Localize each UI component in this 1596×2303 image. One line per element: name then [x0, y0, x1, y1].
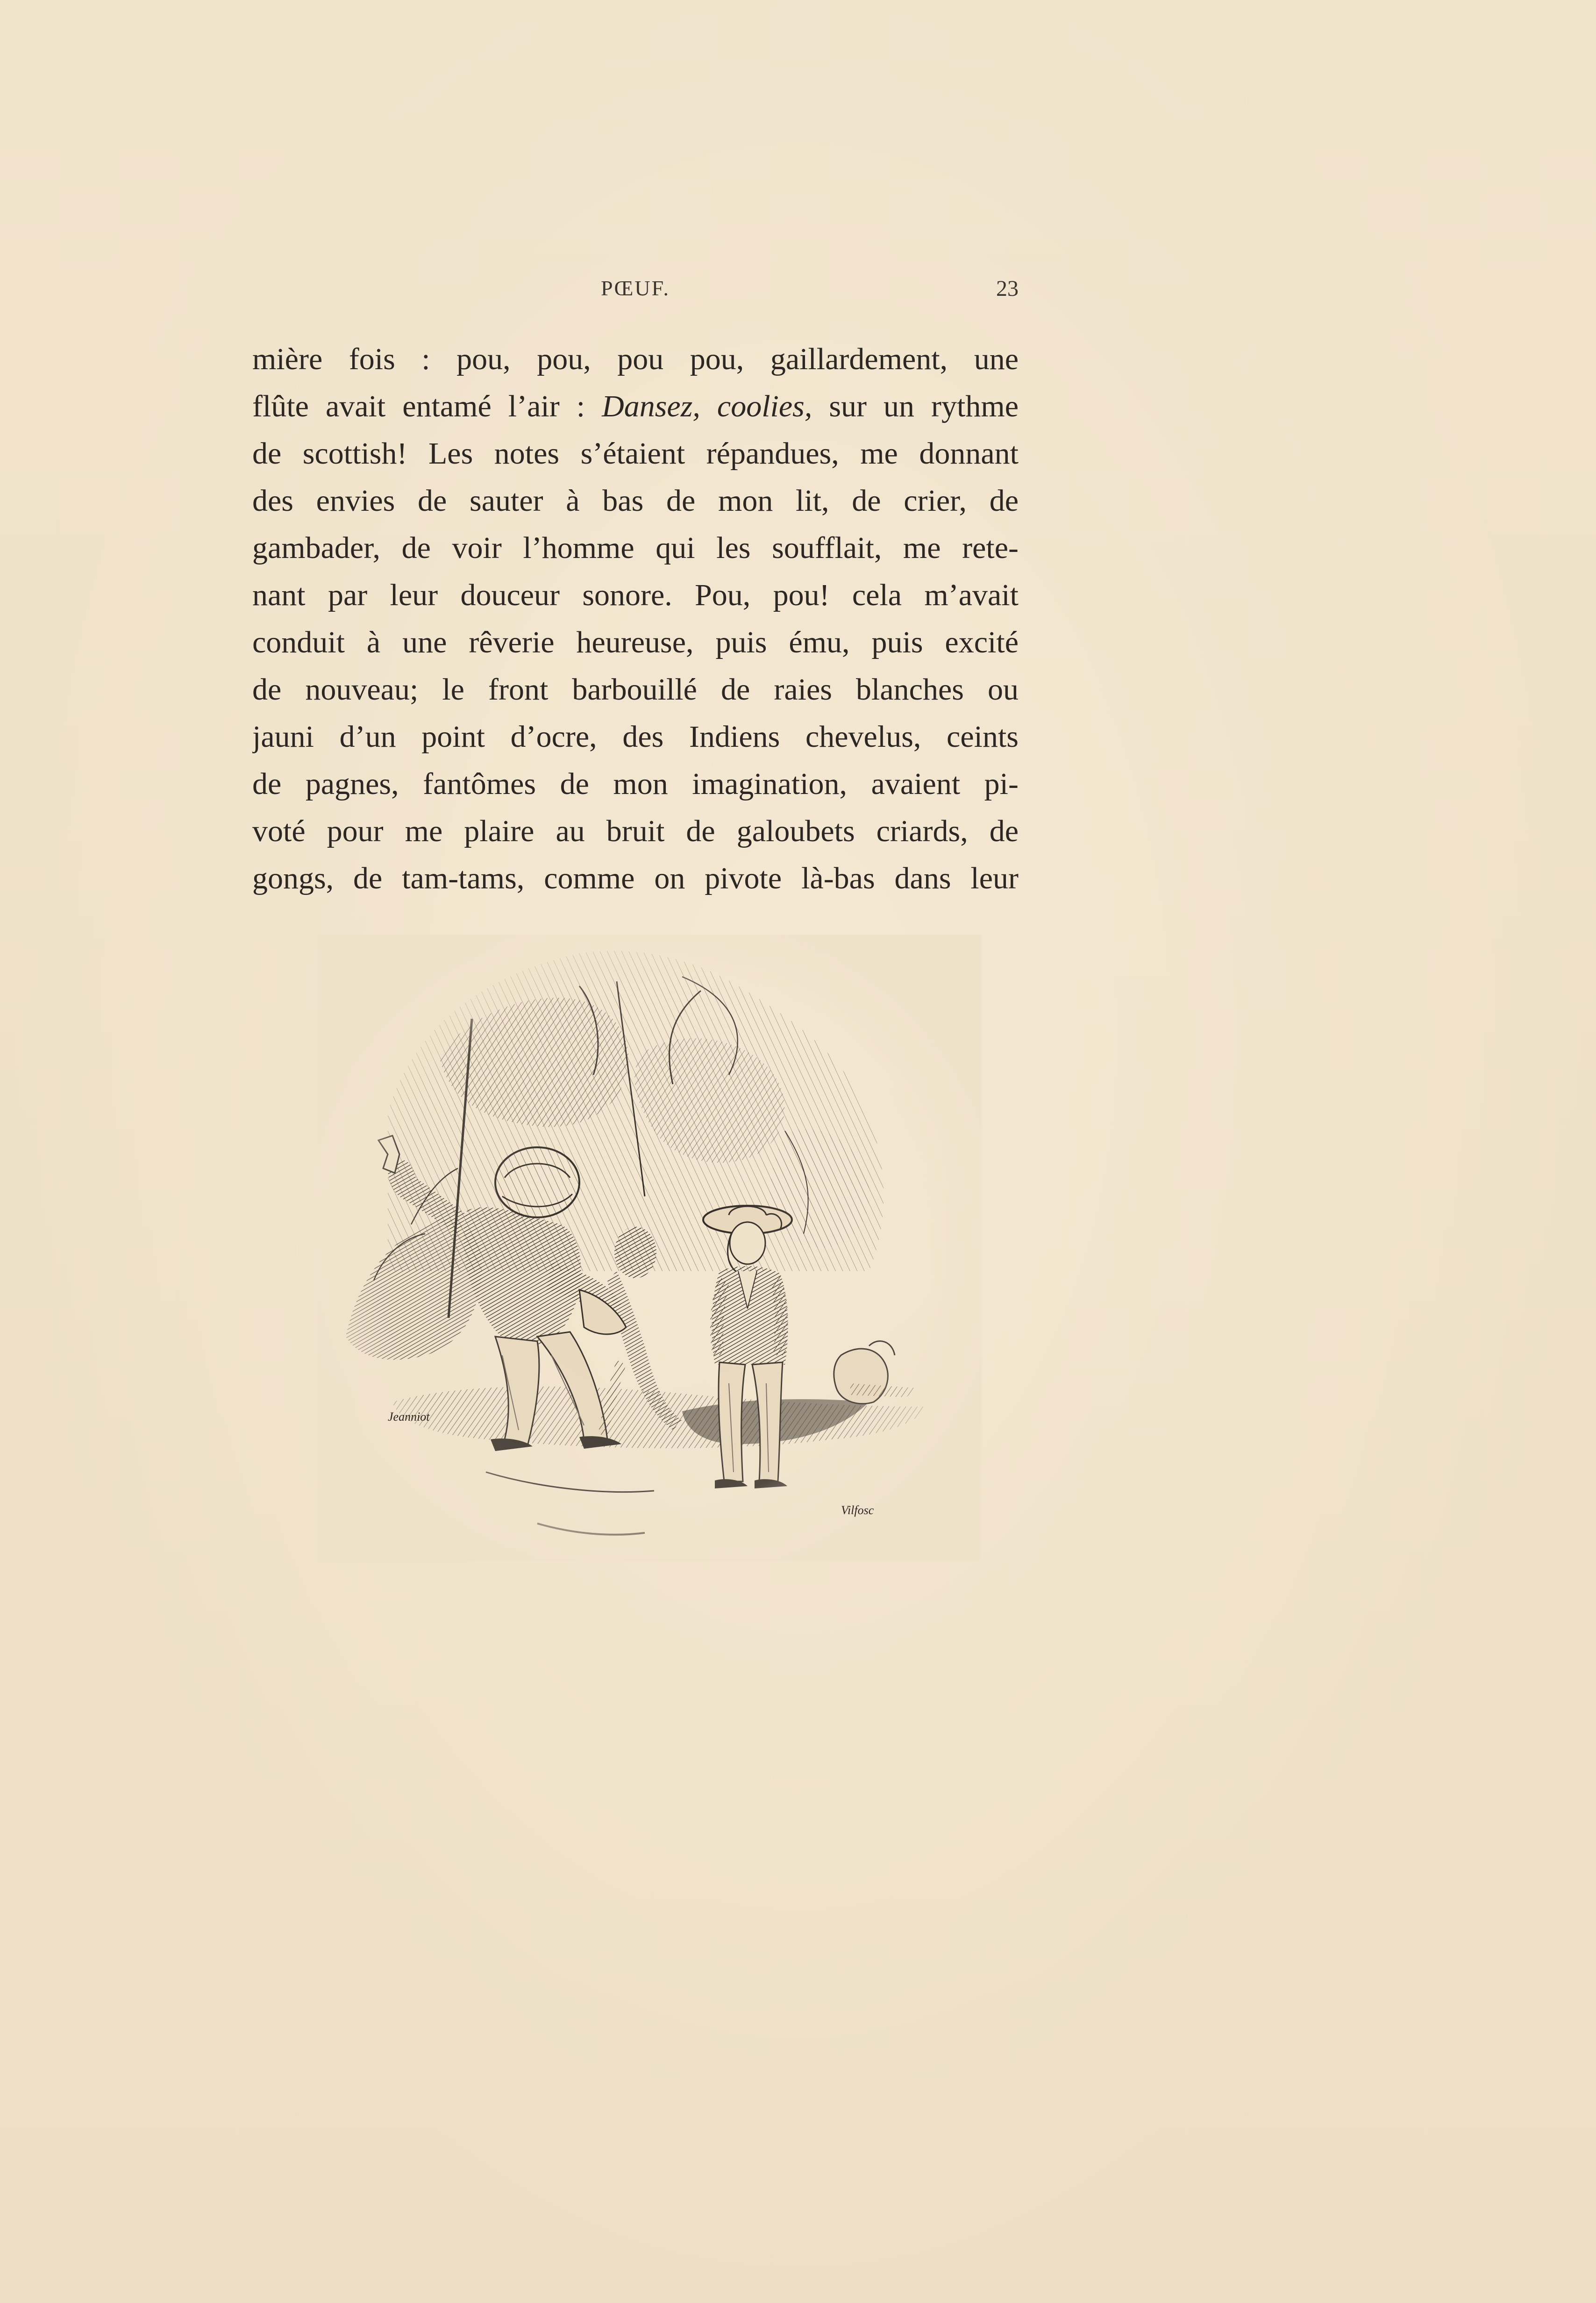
text-line: de nouveau; le front barbouillé de raies blanches ou: [252, 672, 1019, 707]
page-header: [252, 276, 1019, 308]
body-text: [252, 336, 1019, 902]
artist-signature: Jeanniot: [388, 1410, 430, 1423]
text-line: de scottish! Les notes s’étaient répandues, me donnant: [252, 436, 1019, 471]
text-line: mière fois : pou, pou, pou pou, gaillardement, une: [252, 342, 1019, 376]
text-line: des envies de sauter à bas de mon lit, de crier, de: [252, 484, 1019, 518]
text-line: conduit à une rêverie heureuse, puis ému, puis excité: [252, 625, 1019, 659]
engraving-illustration: [318, 935, 981, 1561]
text-line: flûte avait entamé l’air : Dansez, coolies, sur un rythme: [252, 389, 1019, 423]
text-line: nant par leur douceur sonore. Pou, pou! cela m’avait: [252, 578, 1019, 612]
text-line: de pagnes, fantômes de mon imagination, avaient pi-: [252, 767, 1019, 801]
page-number: 23: [996, 276, 1019, 301]
text-line: voté pour me plaire au bruit de galoubets criards, de: [252, 814, 1019, 848]
engraver-signature: Vilfosc: [841, 1503, 874, 1517]
italic-title: Dansez, coolies,: [602, 389, 812, 423]
text-line: gongs, de tam-tams, comme on pivote là-bas dans leur: [252, 861, 1019, 895]
text-line: gambader, de voir l’homme qui les soufflait, me rete-: [252, 531, 1019, 565]
text-line: jauni d’un point d’ocre, des Indiens chevelus, ceints: [252, 720, 1019, 754]
running-head: PŒUF.: [600, 276, 670, 300]
